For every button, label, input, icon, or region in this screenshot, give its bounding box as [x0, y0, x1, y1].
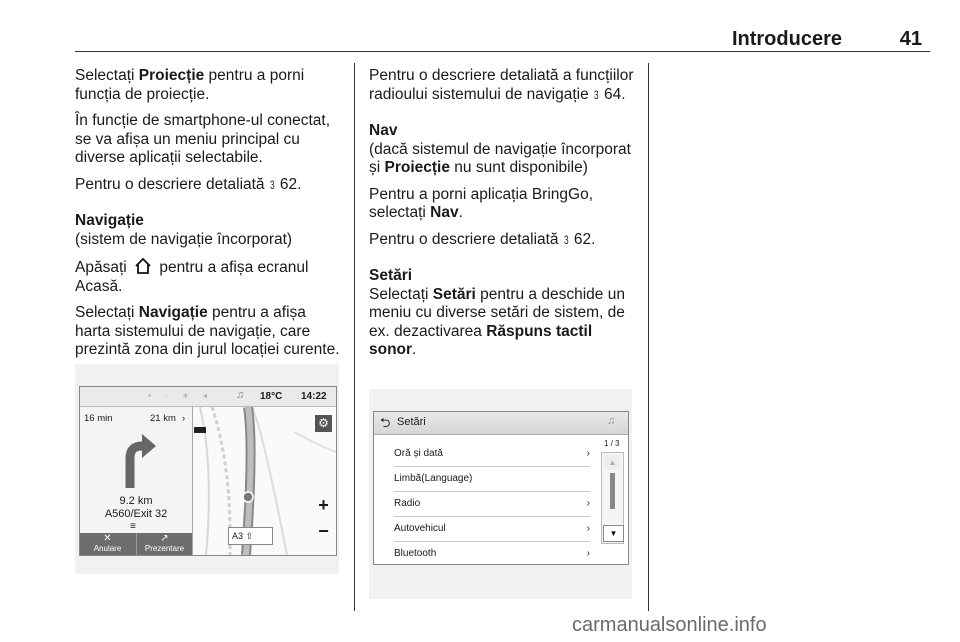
guidance-panel — [80, 407, 193, 555]
settings-item[interactable]: Radio › — [394, 492, 590, 517]
scroll-down-icon[interactable]: ▼ — [603, 525, 624, 542]
chevron-right-icon: › — [586, 523, 590, 534]
section-heading-nav: Nav — [369, 122, 398, 139]
paragraph: În funcție de smartphone-ul conectat, se va afișa un meniu principal cu diverse aplicații selectabile. — [75, 112, 331, 166]
route-icon: ↗ — [160, 533, 169, 544]
exit-name: A560/Exit 32 — [104, 508, 168, 520]
chevron-right-icon: › — [182, 413, 186, 424]
paragraph: Selectați Navigație pentru a afișa harta sistemului de navigație, care prezintă zona din jurul locației curente. — [75, 304, 340, 358]
overview-button[interactable]: ↗ Prezentare — [136, 533, 192, 555]
paragraph: Selectați Setări pentru a deschide un meniu cu diverse setări de sistem, de ex. dezactivarea Răspuns tactil sonor. — [369, 285, 625, 358]
page-number: 41 — [899, 28, 922, 50]
paragraph: (sistem de navigație încorporat) — [75, 230, 293, 248]
paragraph: Apăsați pentru a afișa ecranul Acasă. — [75, 259, 309, 295]
header-rule — [75, 51, 930, 52]
turn-distance: 9.2 km — [119, 495, 153, 507]
status-icons: ▪ ◦ ∗ ◂ — [148, 391, 214, 400]
navigation-screenshot — [75, 364, 339, 574]
trip-summary[interactable] — [84, 413, 188, 424]
paragraph: Pentru a porni aplicația BringGo, selectați Nav. — [369, 185, 594, 221]
chevron-right-icon: › — [586, 548, 590, 559]
page-ref-icon: 3 — [594, 87, 599, 102]
zoom-out-button[interactable]: − — [318, 521, 329, 541]
home-icon — [134, 257, 152, 275]
list-icon[interactable]: ≡ — [130, 521, 136, 532]
settings-item[interactable]: Limbă(Language) — [394, 467, 590, 492]
guidance-buttons — [80, 533, 192, 555]
settings-item[interactable]: Autovehicul › — [394, 517, 590, 542]
temperature: 18°C — [260, 391, 283, 402]
nav-display — [79, 386, 337, 556]
road-name: A3 ⇧ — [228, 527, 273, 545]
turn-right-icon — [122, 432, 156, 488]
page-title: Introducere — [731, 28, 842, 50]
status-bar — [80, 387, 336, 407]
right-column — [369, 67, 637, 368]
column-divider-1 — [354, 63, 355, 611]
paragraph: Pentru o descriere detaliată 3 62. — [369, 230, 596, 248]
settings-title: Setări — [397, 416, 426, 428]
page-indicator: 1 / 3 — [604, 439, 620, 448]
section-heading-navigatie: Navigație — [75, 212, 144, 229]
settings-gear-icon[interactable]: ⚙ — [315, 415, 332, 432]
section-heading-setari: Setări — [369, 267, 413, 284]
cancel-button[interactable]: ✕ Anulare — [80, 533, 135, 555]
music-icon: ♫ — [607, 415, 616, 427]
left-column — [75, 67, 345, 368]
music-icon: ♫ — [236, 389, 245, 401]
zoom-in-button[interactable]: + — [318, 495, 329, 515]
settings-display — [373, 411, 629, 565]
paragraph: Pentru o descriere detaliată 3 62. — [75, 175, 302, 193]
settings-item[interactable]: Oră și dată › — [394, 442, 590, 467]
chevron-right-icon: › — [586, 498, 590, 509]
time-remaining: 16 min — [84, 413, 113, 424]
distance-remaining: 21 km — [150, 413, 176, 424]
back-arrow-icon[interactable]: ⮌ — [380, 415, 391, 430]
watermark: carmanualsonline.info — [572, 614, 767, 636]
scroll-thumb[interactable] — [610, 473, 615, 509]
paragraph: Pentru o descriere detaliată a funcțiilor radioului sistemului de navigație 3 64. — [369, 67, 634, 103]
clock: 14:22 — [301, 391, 327, 402]
page-ref-icon: 3 — [563, 232, 569, 247]
chevron-right-icon: › — [586, 448, 590, 459]
settings-screenshot — [369, 389, 632, 599]
paragraph: Selectați Proiecție pentru a porni funcția de proiecție. — [75, 67, 305, 103]
paragraph: (dacă sistemul de navigație încorporat și Proiecție nu sunt disponibile) — [369, 140, 631, 176]
close-icon: ✕ — [103, 533, 112, 544]
scroll-up-icon[interactable]: ▲ — [604, 455, 621, 470]
page-ref-icon: 3 — [269, 177, 275, 192]
page-header — [75, 28, 930, 48]
settings-item[interactable]: Bluetooth › — [394, 542, 590, 565]
column-divider-2 — [648, 63, 649, 611]
title-bar — [374, 412, 628, 435]
scrollbar[interactable] — [601, 452, 624, 544]
